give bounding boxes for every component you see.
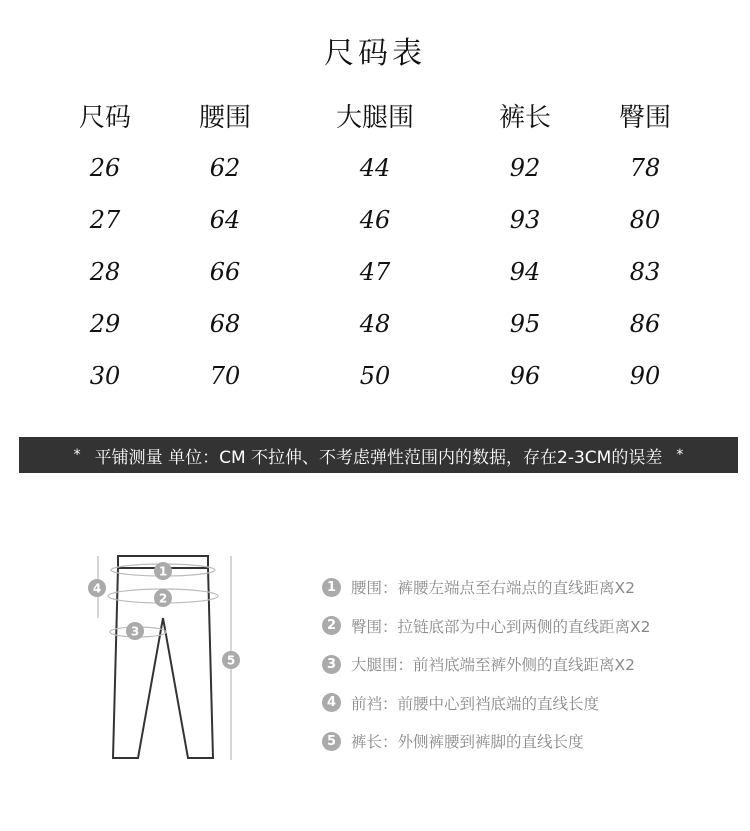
size-table	[45, 88, 705, 402]
svg-text:5: 5	[226, 653, 236, 668]
table-cell: 83	[629, 258, 661, 286]
table-cell: 95	[509, 310, 541, 338]
table-cell: 92	[509, 154, 541, 182]
number-3-icon: 3	[322, 655, 341, 674]
legend-text: 裤长：外侧裤腰到裤脚的直线长度	[351, 733, 584, 752]
marker-5	[222, 651, 240, 669]
table-cell: 80	[629, 206, 661, 234]
table-cell: 86	[629, 310, 661, 338]
svg-text:1: 1	[158, 564, 168, 579]
table-cell: 29	[89, 310, 121, 338]
table-cell: 93	[509, 206, 541, 234]
table-cell: 26	[89, 154, 121, 182]
legend-item	[322, 645, 650, 684]
header-waist: 腰围	[198, 102, 251, 133]
measurement-legend	[322, 568, 650, 761]
legend-text: 臀围：拉链底部为中心到两侧的直线距离X2	[351, 617, 651, 636]
table-cell: 96	[509, 362, 541, 390]
number-5-icon: 5	[322, 732, 341, 751]
legend-item	[322, 607, 650, 646]
marker-2	[154, 589, 172, 607]
table-cell: 70	[209, 362, 241, 390]
table-header-row	[45, 88, 705, 142]
table-row	[45, 194, 705, 246]
table-cell: 78	[629, 154, 661, 182]
table-cell: 30	[89, 362, 121, 390]
marker-1	[154, 562, 172, 580]
table-row	[45, 246, 705, 298]
table-cell: 27	[89, 206, 121, 234]
header-size: 尺码	[78, 102, 131, 133]
table-row	[45, 350, 705, 402]
legend-text: 前裆：前腰中心到裆底端的直线长度	[351, 694, 600, 713]
pants-outline-icon	[113, 556, 213, 758]
number-4-icon: 4	[322, 693, 341, 712]
header-length: 裤长	[498, 102, 551, 133]
header-hip: 臀围	[618, 102, 671, 133]
legend-item	[322, 568, 650, 607]
table-cell: 50	[359, 362, 391, 390]
table-cell: 47	[359, 258, 391, 286]
table-cell: 46	[359, 206, 391, 234]
svg-text:4: 4	[92, 581, 102, 596]
table-cell: 48	[359, 310, 391, 338]
table-row	[45, 298, 705, 350]
table-cell: 64	[209, 206, 241, 234]
number-2-icon: 2	[322, 616, 341, 635]
table-cell: 62	[209, 154, 241, 182]
legend-text: 大腿围：前裆底端至裤外侧的直线距离X2	[351, 656, 635, 675]
svg-text:2: 2	[158, 591, 168, 606]
legend-item	[322, 722, 650, 761]
number-1-icon: 1	[322, 578, 341, 597]
pants-diagram	[78, 548, 268, 778]
star-icon: *	[676, 447, 684, 463]
table-cell: 66	[209, 258, 241, 286]
legend-text: 腰围：裤腰左端点至右端点的直线距离X2	[351, 579, 635, 598]
page-title: 尺码表	[324, 36, 426, 71]
star-icon: *	[73, 447, 81, 463]
svg-text:3: 3	[130, 624, 140, 639]
table-row	[45, 142, 705, 194]
table-cell: 28	[89, 258, 121, 286]
table-cell: 68	[209, 310, 241, 338]
marker-3	[126, 622, 144, 640]
marker-4	[88, 579, 106, 597]
table-cell: 90	[629, 362, 661, 390]
legend-item	[322, 684, 650, 723]
table-cell: 94	[509, 258, 541, 286]
table-cell: 44	[359, 154, 391, 182]
measurement-note-text: 平铺测量 单位：CM 不拉伸、不考虑弹性范围内的数据，存在2-3CM的误差	[94, 447, 663, 468]
header-thigh: 大腿围	[335, 102, 414, 133]
measurement-note-banner	[19, 437, 738, 473]
